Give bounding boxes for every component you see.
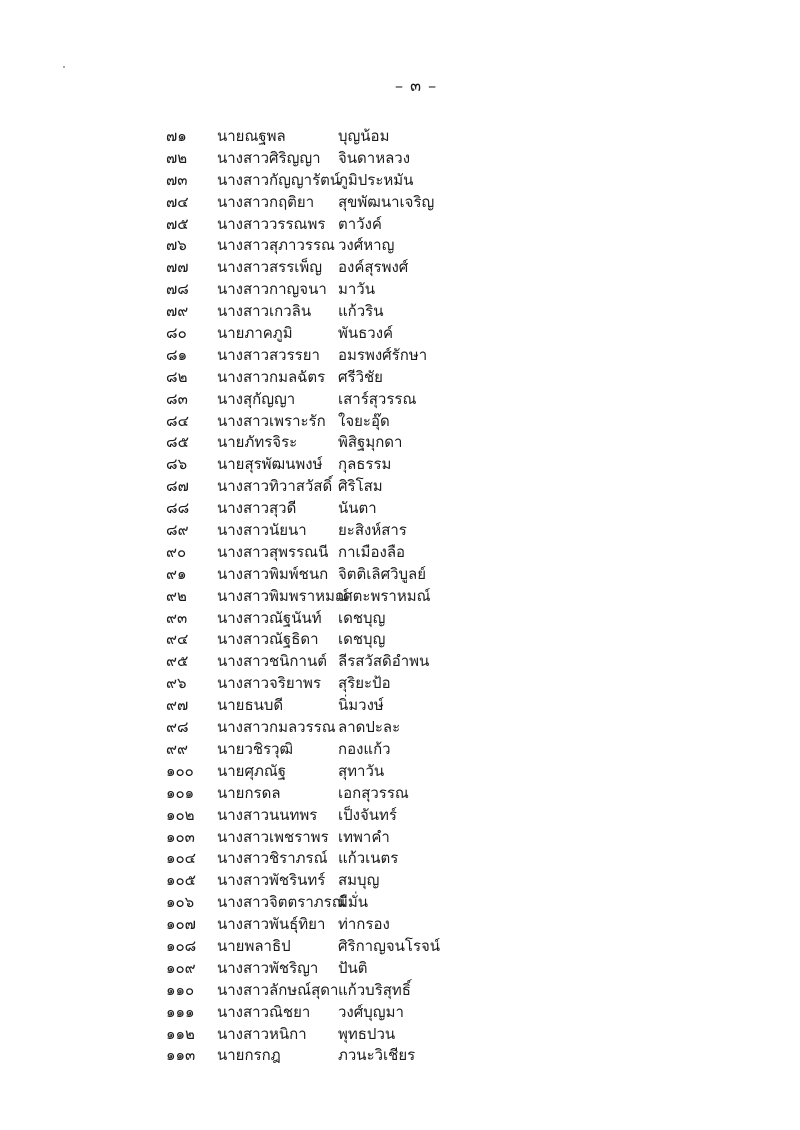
entry-first-name: นางสาวเพชราพร [217,827,329,846]
entry-number: ๑๑๒ [166,1024,195,1043]
entry-first-name: นางสาวณัฐนันท์ [217,608,322,627]
entry-number: ๘๙ [166,521,189,540]
list-item [0,629,800,651]
list-item [0,1024,800,1046]
entry-first-name: นางสาวเพราะรัก [217,411,326,430]
entry-number: ๗๙ [166,302,189,321]
list-item [0,214,800,236]
list-item [0,914,800,936]
entry-last-name: ใจยะอุ๊ด [338,411,390,430]
entry-first-name: นางสาวทิวาสวัสดิ์ [217,477,333,496]
entry-number: ๗๓ [166,170,188,189]
list-item [0,936,800,958]
entry-first-name: นางสาวพัชริญา [217,958,319,977]
list-item [0,651,800,673]
entry-first-name: นายกรดล [217,783,281,802]
entry-last-name: ลีรสวัสดิอำพน [338,652,430,671]
entry-number: ๑๐๕ [166,871,197,890]
entry-last-name: ภวนะวิเชียร [338,1046,416,1065]
entry-first-name: นางสาวสรรเพ็ญ [217,258,323,277]
entry-number: ๘๔ [166,411,189,430]
list-item [0,958,800,980]
entry-number: ๗๑ [166,127,187,145]
entry-first-name: นางสาวณิชยา [217,1002,311,1021]
name-list [0,126,800,1067]
entry-last-name: เศตะพราหมณ์ [338,586,431,605]
entry-last-name: บุญน้อม [338,127,390,145]
entry-first-name: นางสาวจริยาพร [217,674,322,693]
entry-first-name: นางสาวพันธุ์ทิยา [217,915,326,934]
entry-number: ๑๐๐ [166,761,194,780]
list-item [0,892,800,914]
entry-last-name: ศรีวิชัย [338,367,383,386]
entry-number: ๘๑ [166,345,188,364]
entry-last-name: กองแก้ว [338,739,391,758]
list-item [0,389,800,411]
list-item [0,192,800,214]
entry-last-name: มีมั่น [338,893,369,912]
entry-number: ๑๐๘ [166,936,197,955]
list-item [0,432,800,454]
list-item [0,870,800,892]
entry-number: ๑๐๗ [166,915,196,934]
entry-first-name: นางสาวลักษณ์สุดา [217,980,339,999]
list-item [0,564,800,586]
list-item [0,148,800,170]
entry-number: ๙๒ [166,586,187,605]
list-item [0,520,800,542]
entry-last-name: สุริยะป้อ [338,674,391,693]
entry-last-name: วงศ์บุญมา [338,1002,404,1021]
entry-last-name: ศิริโสม [338,477,383,496]
entry-last-name: ตาวังค์ [338,214,382,233]
list-item [0,235,800,257]
entry-number: ๘๕ [166,433,189,452]
entry-last-name: สุขพัฒนาเจริญ [338,192,435,211]
entry-first-name: นายภัทรจิระ [217,433,298,452]
entry-last-name: พิสิฐมุกดา [338,433,403,452]
entry-last-name: นิ่มวงษ์ [338,696,384,715]
entry-first-name: นางสาวพิมพ์ชนก [217,564,329,583]
entry-last-name: ยะสิงห์สาร [338,521,407,540]
entry-first-name: นายพลาธิป [217,936,291,955]
entry-first-name: นายสุรพัฒนพงษ์ [217,455,323,474]
entry-last-name: อมรพงศ์รักษา [338,345,428,364]
entry-last-name: สุทาวัน [338,761,385,780]
entry-first-name: นางสาวกาญจนา [217,280,327,299]
entry-first-name: นายธนบดี [217,696,284,715]
list-item [0,608,800,630]
entry-first-name: นางสาวสุภาวรรณ [217,236,335,255]
entry-number: ๗๔ [166,192,189,211]
list-item [0,848,800,870]
list-item [0,827,800,849]
entry-last-name: ศิริกาญจนโรจน์ [338,936,441,955]
entry-number: ๙๖ [166,674,187,693]
entry-first-name: นางสาวสุวดี [217,499,297,518]
list-item [0,761,800,783]
entry-last-name: แก้วเนตร [338,849,399,868]
list-item [0,301,800,323]
entry-number: ๑๐๙ [166,958,196,977]
entry-number: ๙๙ [166,739,188,758]
list-item [0,257,800,279]
entry-last-name: ท่ากรอง [338,915,390,934]
entry-last-name: จินดาหลวง [338,148,411,167]
entry-last-name: เทพาคำ [338,827,390,846]
entry-last-name: ปันติ [338,958,368,977]
entry-first-name: นางสาวณัฐธิดา [217,630,319,649]
entry-number: ๗๕ [166,214,189,233]
entry-number: ๘๒ [166,367,188,386]
list-item [0,586,800,608]
entry-first-name: นางสาวชิราภรณ์ [217,849,328,868]
list-item [0,498,800,520]
entry-first-name: นางสาวพิมพราหมณ์ [217,586,349,605]
entry-first-name: นายวชิรวุฒิ [217,739,294,758]
list-item [0,739,800,761]
list-item [0,476,800,498]
entry-last-name: วงศ์หาญ [338,236,395,255]
entry-first-name: นางสาววรรณพร [217,214,326,233]
entry-number: ๘๘ [166,499,190,518]
list-item [0,717,800,739]
list-item [0,345,800,367]
entry-last-name: ลาดปะละ [338,718,401,737]
entry-number: ๑๐๑ [166,783,195,802]
entry-number: ๑๑๓ [166,1046,196,1065]
entry-number: ๙๓ [166,608,188,627]
entry-number: ๘๐ [166,324,187,343]
entry-number: ๘๗ [166,477,189,496]
entry-number: ๙๕ [166,652,189,671]
entry-last-name: ภูมิประหมัน [338,170,414,189]
entry-number: ๗๖ [166,236,187,255]
entry-number: ๗๗ [166,258,189,277]
entry-last-name: มาวัน [338,280,375,299]
list-item [0,695,800,717]
entry-first-name: นายกรกฎ [217,1046,281,1065]
entry-last-name: จิตติเลิศวิบูลย์ [338,564,427,583]
list-item [0,980,800,1002]
entry-first-name: นางสาวเกวลิน [217,302,312,321]
entry-number: ๘๖ [166,455,188,474]
entry-last-name: แก้วริน [338,302,384,321]
scan-speck [63,66,65,68]
entry-number: ๙๗ [166,696,189,715]
list-item [0,454,800,476]
entry-last-name: กาเมืองลือ [338,542,406,561]
entry-number: ๗๒ [166,148,188,167]
list-item [0,1045,800,1067]
entry-last-name: แก้วบริสุทธิ์ [338,980,411,999]
entry-number: ๑๑๐ [166,980,195,999]
entry-number: ๙๐ [166,542,187,561]
entry-first-name: นายณฐพล [217,127,286,145]
entry-first-name: นางสาวกฤติยา [217,192,315,211]
entry-last-name: เป็งจันทร์ [338,805,397,824]
list-item [0,411,800,433]
entry-last-name: เสาร์สุวรรณ [338,389,417,408]
list-item [0,542,800,564]
entry-first-name: นางสาวสุพรรณนี [217,542,329,561]
entry-first-name: นางสาวนนทพร [217,805,318,824]
entry-last-name: นันตา [338,499,377,518]
entry-last-name: เอกสุวรรณ [338,783,409,802]
list-item [0,805,800,827]
entry-number: ๑๐๒ [166,805,195,824]
entry-number: ๑๑๑ [166,1002,195,1021]
entry-number: ๑๐๓ [166,827,195,846]
entry-number: ๙๔ [166,630,189,649]
entry-last-name: พุทธปวน [338,1024,396,1043]
entry-first-name: นางสาวนัยนา [217,521,307,540]
entry-first-name: นางสุกัญญา [217,389,296,408]
list-item [0,279,800,301]
entry-first-name: นางสาวจิตตราภรณ์ [217,893,346,912]
list-item [0,673,800,695]
entry-first-name: นางสาวกัญญารัตน์ [217,170,341,189]
entry-first-name: นางสาวกมลฉัตร [217,367,326,386]
list-item [0,126,800,148]
entry-first-name: นายศุภณัฐ [217,761,287,780]
entry-first-name: นางสาวกมลวรรณ [217,718,336,737]
entry-last-name: พันธวงค์ [338,324,394,343]
entry-first-name: นางสาวสวรรยา [217,345,320,364]
entry-number: ๙๑ [166,564,187,583]
entry-number: ๑๐๖ [166,893,195,912]
entry-number: ๘๓ [166,389,188,408]
entry-last-name: กุลธรรม [338,455,392,474]
list-item [0,367,800,389]
list-item [0,170,800,192]
entry-last-name: เดชบุญ [338,630,386,649]
list-item [0,783,800,805]
entry-first-name: นางสาวศิริญญา [217,148,321,167]
page-number: – ๓ – [395,76,438,95]
entry-number: ๙๘ [166,718,189,737]
list-item [0,1002,800,1024]
entry-first-name: นางสาวหนิกา [217,1024,307,1043]
entry-last-name: เดชบุญ [338,608,386,627]
entry-number: ๑๐๔ [166,849,197,868]
entry-last-name: สมบุญ [338,871,380,890]
entry-first-name: นางสาวพัชรินทร์ [217,871,326,890]
entry-first-name: นางสาวชนิกานต์ [217,652,327,671]
entry-first-name: นายภาคภูมิ [217,324,293,343]
entry-number: ๗๘ [166,280,189,299]
entry-last-name: องค์สุรพงศ์ [338,258,409,277]
list-item [0,323,800,345]
